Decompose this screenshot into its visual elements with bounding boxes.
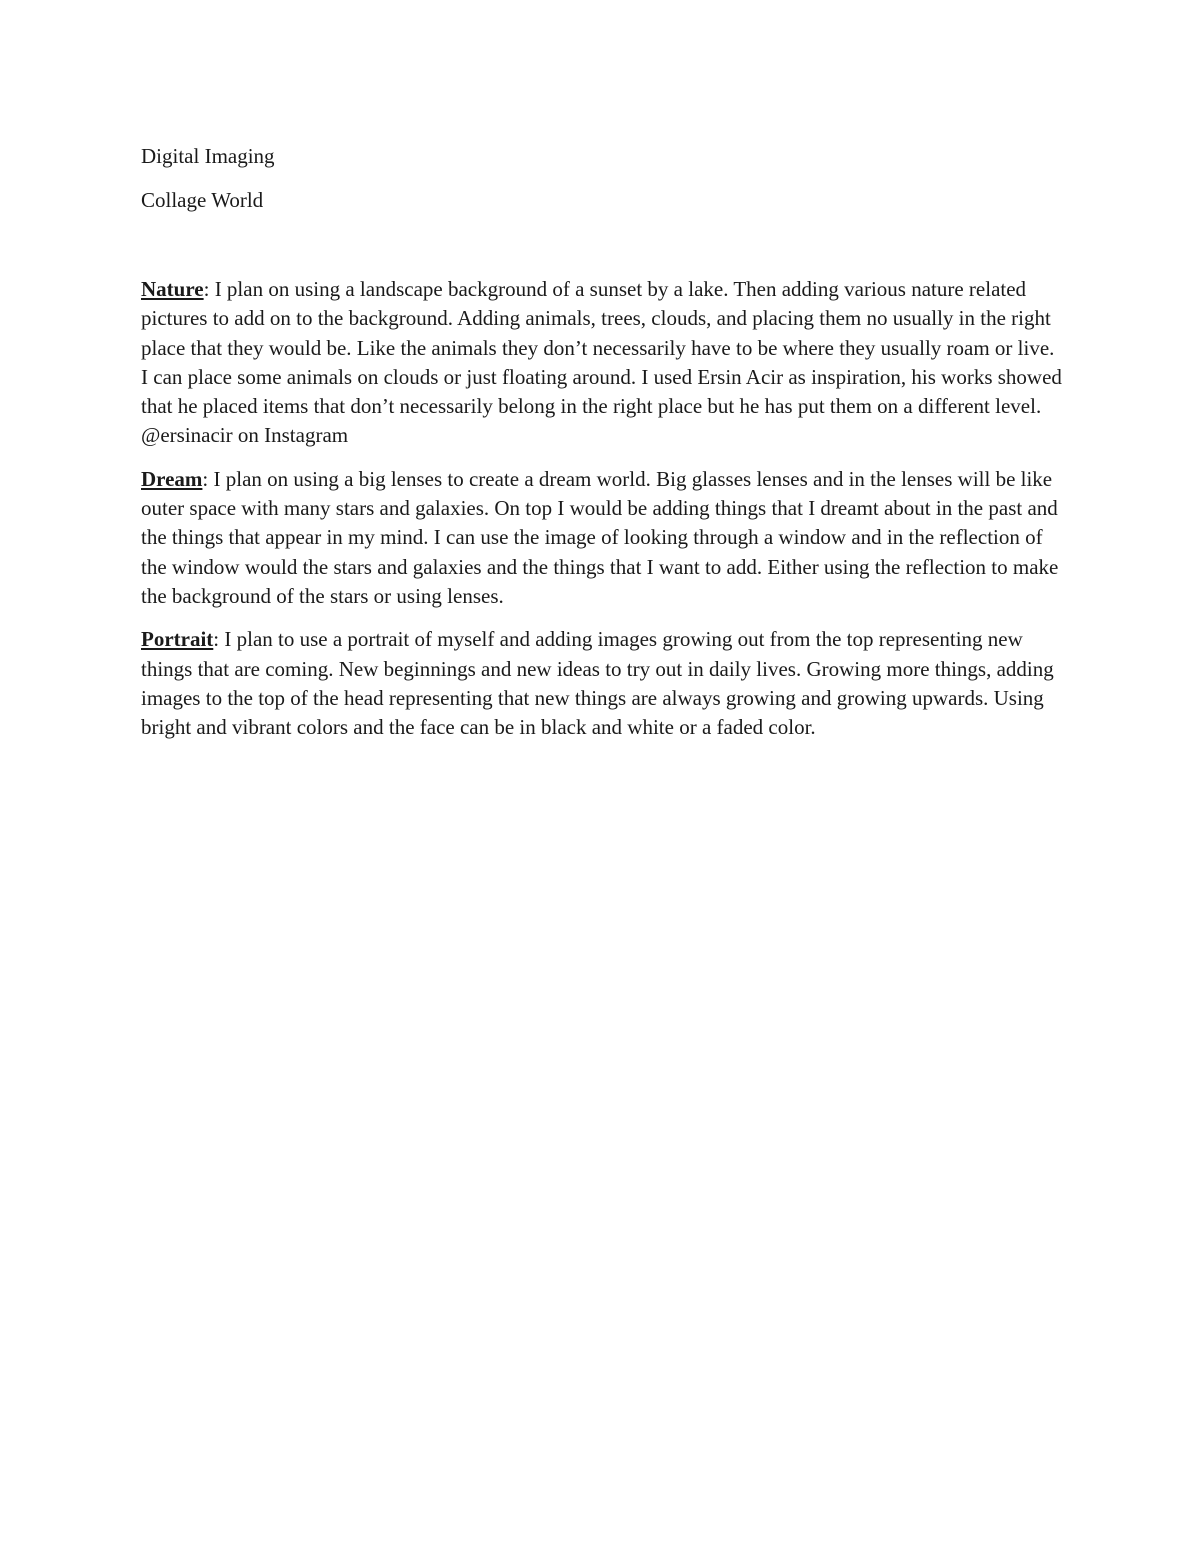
document-body [141, 142, 1066, 756]
section-body-nature: : I plan on using a landscape background of a sunset by a lake. Then adding various nature related pictures to add on to the background. Adding animals, trees, clouds, and placing them no usually in the right place that they would be. Like the animals they don’t necessarily have to be where they usually roam or live. I can place some animals on clouds or just floating around. I used Ersin Acir as inspiration, his works showed that he placed items that don’t necessarily belong in the right place but he has put them on a different level. @ersinacir on Instagram [141, 277, 1062, 448]
course-title: Digital Imaging [141, 144, 275, 168]
project-title: Collage World [141, 188, 264, 212]
section-title-nature: Nature [141, 277, 204, 301]
section-dream [141, 465, 1066, 611]
section-title-portrait: Portrait [141, 627, 214, 652]
section-nature [141, 275, 1066, 451]
section-title-dream: Dream [141, 466, 203, 491]
section-body-portrait: : I plan to use a portrait of myself and adding images growing out from the top representing new things that are coming. New beginnings and new ideas to try out in daily lives. Growing more things, adding images to the top of the head representing that new things are always growing and growing upwards. Using bright and vibrant colors and the face can be in black and white or a faded color. [141, 627, 1054, 740]
section-body-dream: : I plan on using a big lenses to create a dream world. Big glasses lenses and in the lenses will be like outer space with many stars and galaxies. On top I would be adding things that I dreamt about in the past and the things that appear in my mind. I can use the image of looking through a window and in the reflection of the window would the stars and galaxies and the things that I want to add. Either using the reflection to make the background of the stars or using lenses. [141, 466, 1059, 608]
section-portrait [141, 625, 1066, 742]
